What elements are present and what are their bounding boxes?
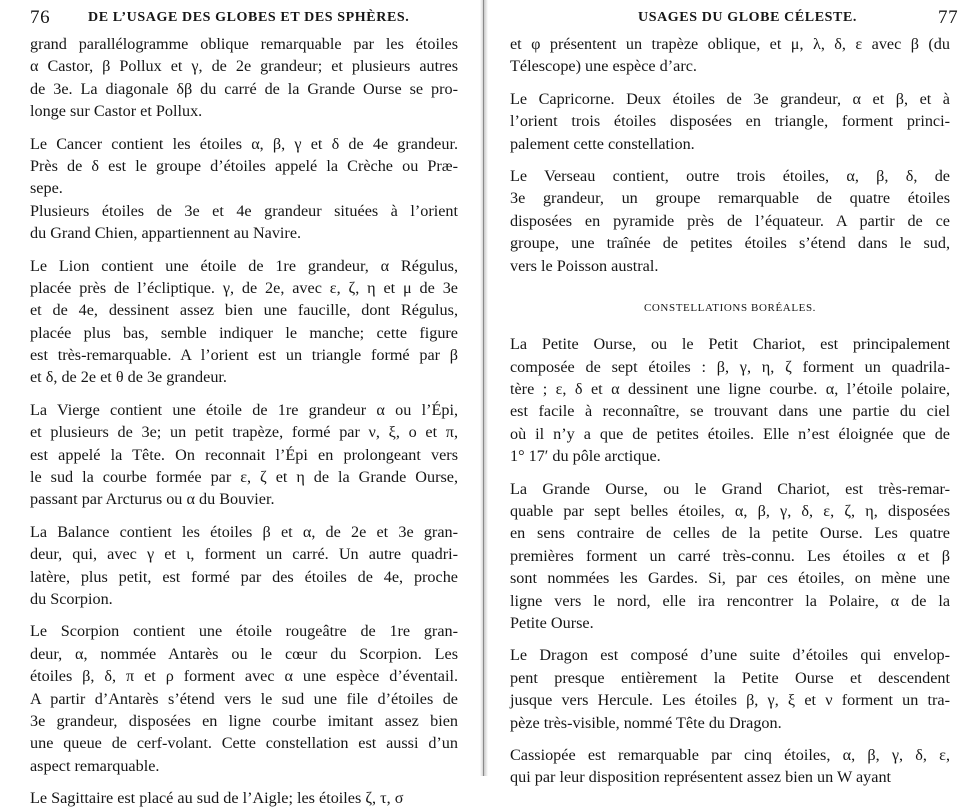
text-line: est appelé la Tête. On reconnait l’Épi en prolongeant vers	[30, 445, 458, 464]
text-line: La Petite Ourse, ou le Petit Chariot, est principalement	[510, 335, 950, 354]
paragraph	[30, 620, 458, 777]
text-line: Le Cancer contient les étoiles α, β, γ et δ de 4e grandeur.	[30, 134, 458, 153]
paragraph-gap	[510, 277, 950, 287]
text-line: vers le Poisson austral.	[510, 256, 659, 275]
paragraph-gap	[510, 734, 950, 744]
text-line: du Grand Chien, appartiennent au Navire.	[30, 224, 302, 243]
running-head: DE L’USAGE DES GLOBES ET DES SPHÈRES.	[88, 10, 410, 25]
text-line: pèze très-visible, nommé Tête du Dragon.	[510, 713, 782, 732]
text-line: Le Dragon est composé d’une suite d’étoiles qui envelop-	[510, 646, 950, 665]
text-line: longe sur Castor et Pollux.	[30, 102, 203, 121]
paragraph	[510, 744, 950, 789]
text-line: qui par leur disposition représentent assez bien un W ayant	[510, 768, 892, 787]
paragraph-gap	[30, 389, 458, 399]
page-fold-line	[483, 0, 484, 776]
text-line: La Vierge contient une étoile de 1re grandeur α ou l’Épi,	[30, 400, 458, 419]
text-line: l’orient trois étoiles disposées en triangle, forment princi-	[510, 112, 950, 131]
text-line: est facile à reconnaître, se trouvant dans une partie du ciel	[510, 402, 950, 421]
text-line: placée près de l’écliptique. γ, de 2e, avec ε, ζ, η et μ de 3e	[30, 278, 458, 297]
text-line: 3e grandeur, disposées en ligne courbe imitant assez bien	[30, 711, 458, 730]
section-heading: CONSTELLATIONS BORÉALES.	[643, 301, 817, 314]
text-line: groupe, une traînée de petites étoiles s’étend dans le sud,	[510, 234, 950, 253]
text-line: Près de δ est le groupe d’étoiles appelé la Crèche ou Præ-	[30, 156, 458, 175]
text-line: de 3e. La diagonale δβ du carré de la Grande Ourse se pro-	[30, 79, 458, 98]
paragraph	[30, 133, 458, 245]
text-line: sont nommées les Gardes. Si, par ces étoiles, on mène une	[510, 569, 950, 588]
paragraph-gap	[30, 777, 458, 787]
text-line: une queue de cerf-volant. Cette constellation est aussi d’un	[30, 734, 458, 753]
paragraph-gap	[30, 511, 458, 521]
text-line: pent presque entièrement la Petite Ourse et descendent	[510, 668, 950, 687]
page-gutter	[480, 0, 488, 776]
text-line: Le Scorpion contient une étoile rougeâtre de 1re gran-	[30, 622, 458, 641]
paragraph-gap	[510, 155, 950, 165]
paragraph	[30, 33, 458, 123]
text-line: Petite Ourse.	[510, 614, 594, 632]
text-line: Le Capricorne. Deux étoiles de 3e grandeur, α et β, et à	[510, 89, 950, 108]
text-line: deur, qui, avec γ et ι, forment un carré. Un autre quadri-	[30, 545, 458, 564]
text-line: Cassiopée est remarquable par cinq étoiles, α, β, γ, δ, ε,	[510, 745, 950, 764]
paragraph-gap	[510, 468, 950, 478]
text-line: Le Verseau contient, outre trois étoiles, α, β, δ, de	[510, 166, 950, 185]
text-line: Le Sagittaire est placé au sud de l’Aigle; les étoiles ζ, τ, σ	[30, 789, 404, 808]
paragraph-gap	[510, 634, 950, 644]
text-line: passant par Arcturus ou α du Bouvier.	[30, 490, 275, 509]
text-line: du Scorpion.	[30, 589, 113, 608]
text-line: grand parallélogramme oblique remarquable par les étoiles	[30, 35, 458, 53]
body-text	[510, 33, 950, 789]
text-line: étoiles β, δ, π et ρ forment avec α une espèce d’éventail.	[30, 667, 458, 686]
text-line: Plusieurs étoiles de 3e et 4e grandeur situées à l’orient	[30, 201, 458, 220]
text-line: palement cette constellation.	[510, 134, 695, 153]
text-line: est très-remarquable. A l’orient est un triangle formé par β	[30, 346, 458, 365]
text-line: sepe.	[30, 179, 63, 198]
paragraph-gap	[510, 78, 950, 88]
paragraph	[510, 333, 950, 467]
paragraph	[30, 255, 458, 389]
text-line: α Castor, β Pollux et γ, de 2e grandeur; et plusieurs autres	[30, 57, 458, 76]
text-line: Télescope) une espèce d’arc.	[510, 57, 697, 76]
text-line: composée de sept étoiles : β, γ, η, ζ forment un quadrila-	[510, 357, 950, 376]
running-head: USAGES DU GLOBE CÉLESTE.	[638, 10, 858, 25]
text-line: placée plus bas, semble indiquer le manche; cette figure	[30, 323, 458, 342]
text-line: en sens contraire de celles de la petite Ourse. Les quatre	[510, 524, 950, 543]
text-line: tère ; ε, δ et α dessinent une ligne courbe. α, l’étoile polaire,	[510, 380, 950, 399]
text-line: quable par sept belles étoiles, α, β, γ, δ, ε, ζ, η, disposées	[510, 502, 950, 521]
text-line: disposées en pyramide près de l’équateur. A partir de ce	[510, 211, 950, 230]
text-line: où il n’y a que de petites étoiles. Elle n’est éloignée que de	[510, 424, 950, 443]
paragraph	[30, 787, 458, 809]
text-line: La Balance contient les étoiles β et α, de 2e et 3e gran-	[30, 522, 458, 541]
text-line: et plusieurs de 3e; un petit trapèze, formé par ν, ξ, ο et π,	[30, 423, 458, 442]
paragraph	[510, 165, 950, 277]
paragraph-gap	[30, 123, 458, 133]
paragraph	[30, 521, 458, 611]
text-line: et φ présentent un trapèze oblique, et μ, λ, δ, ε avec β (du	[510, 35, 950, 53]
text-line: jusque vers Hercule. Les étoiles β, γ, ξ et ν forment un tra-	[510, 691, 950, 710]
text-line: 1° 17′ du pôle arctique.	[510, 447, 661, 466]
paragraph-gap	[30, 245, 458, 255]
text-line: latère, plus petit, est formé par des étoiles de 4e, proche	[30, 567, 458, 586]
text-line: deur, α, nommée Antarès ou le cœur du Scorpion. Les	[30, 644, 458, 663]
paragraph-gap	[30, 610, 458, 620]
text-line: aspect remarquable.	[30, 756, 160, 775]
paragraph	[510, 478, 950, 635]
text-line: et δ, de 2e et θ de 3e grandeur.	[30, 368, 227, 387]
paragraph	[510, 88, 950, 155]
text-line: le sud la courbe formée par ε, ζ et η de la Grande Ourse,	[30, 468, 458, 487]
paragraph	[30, 399, 458, 511]
text-line: ligne vers le nord, elle ira rencontrer la Polaire, α de la	[510, 591, 950, 610]
right-page	[488, 0, 972, 787]
paragraph	[510, 644, 950, 734]
text-line: et de 4e, dessinent assez bien une faucille, dont Régulus,	[30, 301, 458, 320]
paragraph	[510, 33, 950, 78]
page-number: 77	[938, 7, 959, 28]
text-line: 3e grandeur, un groupe remarquable de quatre étoiles	[510, 189, 950, 208]
text-line: premières forment un carré très-connu. Les étoiles α et β	[510, 546, 950, 565]
left-page	[0, 0, 480, 808]
page-number: 76	[30, 7, 51, 28]
text-line: A partir d’Antarès s’étend vers le sud une file d’étoiles de	[30, 689, 458, 708]
text-line: La Grande Ourse, ou le Grand Chariot, est très-remar-	[510, 479, 950, 498]
text-line: Le Lion contient une étoile de 1re grandeur, α Régulus,	[30, 256, 458, 275]
body-text	[30, 33, 458, 810]
